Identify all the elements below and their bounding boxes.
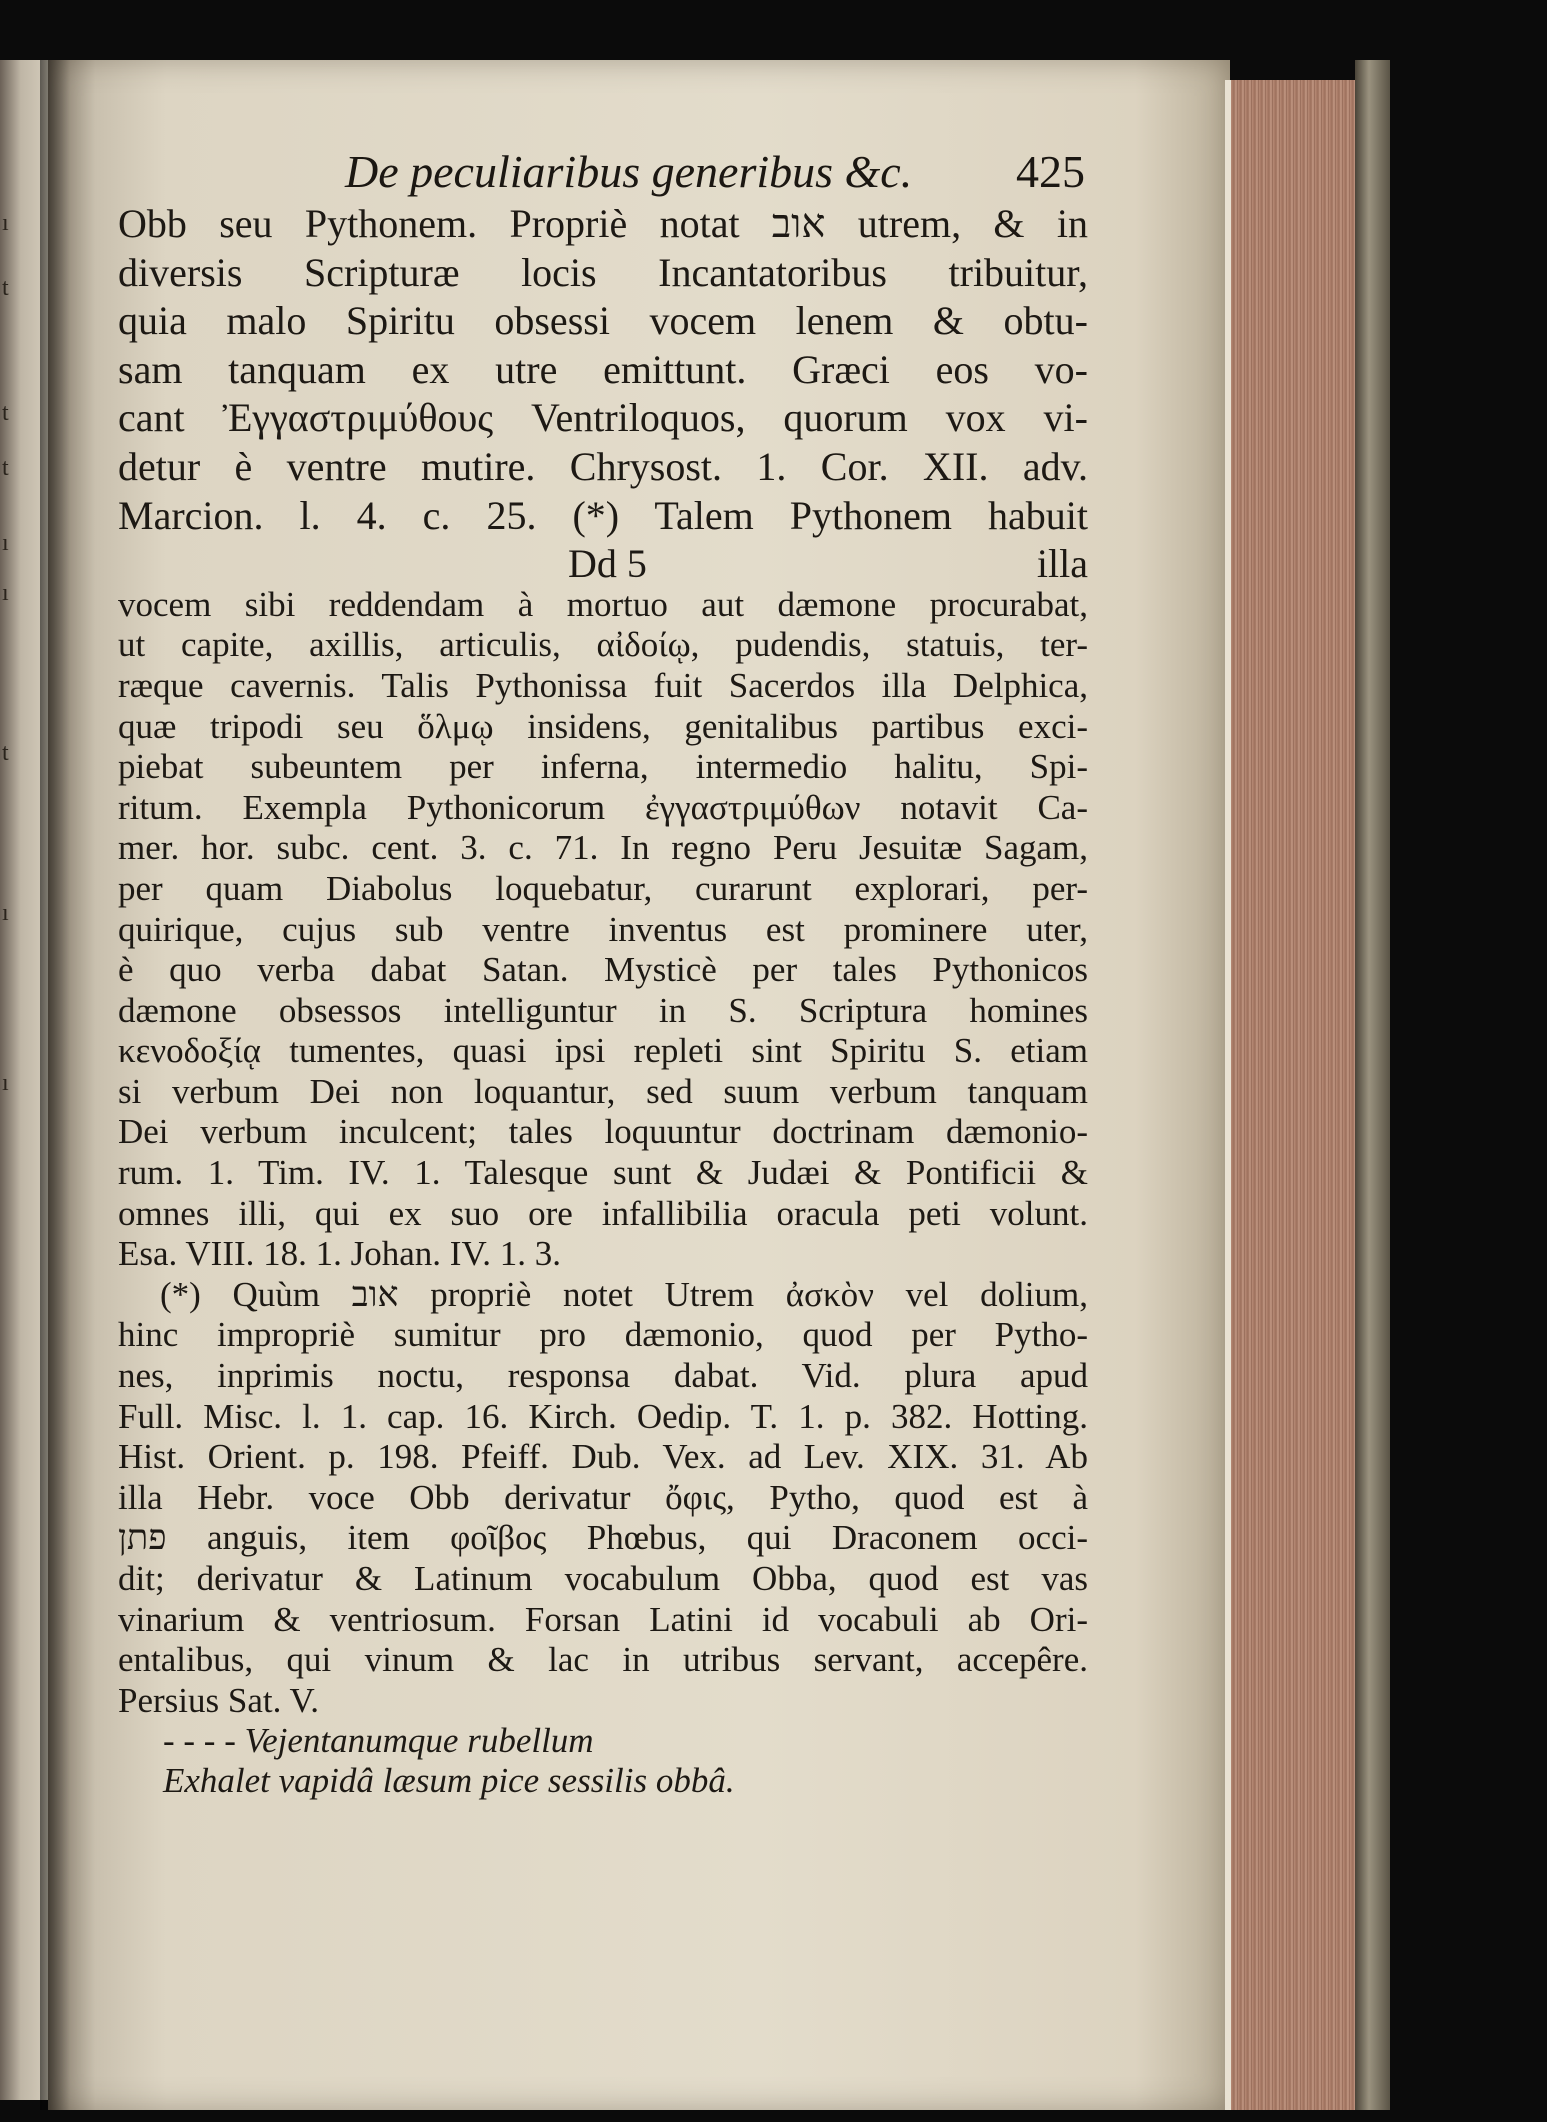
text-line: hinc impropriè sumitur pro dæmonio, quod per Pytho- xyxy=(118,1315,1088,1355)
text-line: dit; derivatur & Latinum vocabulum Obba, quod est vas xyxy=(118,1559,1088,1598)
text-line: cant Ἐγγαστριμύθους Ventriloquos, quorum vox vi- xyxy=(118,395,1088,441)
margin-glyph: ı xyxy=(2,900,9,926)
text-line: vocem sibi reddendam à mortuo aut dæmone procurabat, xyxy=(118,584,1088,624)
text-line: Esa. VIII. 18. 1. Johan. IV. 1. 3. xyxy=(118,1234,561,1274)
catchword: illa xyxy=(1036,541,1088,587)
text-line: piebat subeuntem per inferna, intermedio halitu, Spi- xyxy=(118,747,1088,787)
page-edges xyxy=(1225,80,1361,2110)
text-line: dæmone obsessos intelliguntur in S. Scriptura homines xyxy=(118,990,1088,1030)
text-line: vinarium & ventriosum. Forsan Latini id vocabuli ab Ori- xyxy=(118,1599,1088,1639)
text-line: Marcion. l. 4. c. 25. (*) Talem Pythonem habuit xyxy=(118,492,1088,538)
text-line: omnes illi, qui ex suo ore infallibilia oracula peti volunt. xyxy=(118,1193,1088,1233)
verse-line: - - - - Vejentanumque rubellum xyxy=(163,1721,594,1761)
text-line: per quam Diabolus loquebatur, curarunt explorari, per- xyxy=(118,868,1088,908)
text-line: sam tanquam ex utre emittunt. Græci eos vo- xyxy=(118,346,1088,392)
verse-quotation xyxy=(118,1721,1088,1801)
text-line: Dei verbum inculcent; tales loquuntur doctrinam dæmonio- xyxy=(118,1112,1088,1152)
paragraph-continued xyxy=(118,585,1088,1275)
text-line: quæ tripodi seu ὅλμῳ insidens, genitalibus partibus exci- xyxy=(118,706,1088,746)
margin-glyph: t xyxy=(2,455,9,481)
text-line: quirique, cujus sub ventre inventus est prominere uter, xyxy=(118,909,1088,949)
margin-glyph: ı xyxy=(2,530,9,556)
footnote-paragraph xyxy=(118,1275,1088,1722)
text-line: Hist. Orient. p. 198. Pfeiff. Dub. Vex. ad Lev. XIX. 31. Ab xyxy=(118,1437,1088,1477)
text-line: ut capite, axillis, articulis, αἰδοίῳ, pudendis, statuis, ter- xyxy=(118,625,1088,665)
verse-line: Exhalet vapidâ læsum pice sessilis obbâ. xyxy=(163,1761,735,1801)
text-block xyxy=(118,200,1088,1801)
text-line: diversis Scripturæ locis Incantatoribus tribuitur, xyxy=(118,249,1088,295)
text-line: è quo verba dabat Satan. Mysticè per tales Pythonicos xyxy=(118,950,1088,990)
page-header xyxy=(345,145,1085,205)
margin-glyph: ı xyxy=(2,1070,9,1096)
text-line: Full. Misc. l. 1. cap. 16. Kirch. Oedip. T. 1. p. 382. Hotting. xyxy=(118,1396,1088,1436)
running-head: De peculiaribus generibus &c. xyxy=(345,146,913,197)
signature-mark: Dd 5 xyxy=(568,541,647,587)
margin-glyph: t xyxy=(2,740,9,766)
text-line: entalibus, qui vinum & lac in utribus servant, accepêre. xyxy=(118,1640,1088,1680)
text-line: κενοδοξίᾳ tumentes, quasi ipsi repleti sint Spiritu S. etiam xyxy=(118,1031,1088,1071)
margin-glyph: t xyxy=(2,275,9,301)
text-line: si verbum Dei non loquantur, sed suum verbum tanquam xyxy=(118,1071,1088,1111)
text-line: mer. hor. subc. cent. 3. c. 71. In regno Peru Jesuitæ Sagam, xyxy=(118,828,1088,868)
text-line: rum. 1. Tim. IV. 1. Talesque sunt & Judæi & Pontificii & xyxy=(118,1153,1088,1193)
text-line: detur è ventre mutire. Chrysost. 1. Cor. XII. adv. xyxy=(118,443,1088,489)
text-line: illa Hebr. voce Obb derivatur ὄφις, Pytho, quod est à xyxy=(118,1477,1088,1517)
page-number: 425 xyxy=(1016,146,1085,197)
margin-glyph: t xyxy=(2,400,9,426)
margin-glyph: ı xyxy=(2,580,9,606)
cover-board xyxy=(1355,60,1390,2110)
signature-line xyxy=(118,540,1088,589)
gutter-shadow xyxy=(40,60,70,2110)
text-line: (*) Quùm אוב propriè notet Utrem ἀσκὸν vel dolium, xyxy=(160,1274,1088,1314)
paragraph-main xyxy=(118,200,1088,589)
text-line: ritum. Exempla Pythonicorum ἐγγαστριμύθων notavit Ca- xyxy=(118,787,1088,827)
text-line: פתן anguis, item φοῖβος Phœbus, qui Draconem occi- xyxy=(118,1518,1088,1558)
text-line: Persius Sat. V. xyxy=(118,1680,319,1720)
text-line: Obb seu Pythonem. Propriè notat אוב utrem, & in xyxy=(118,201,1088,246)
text-line: ræque cavernis. Talis Pythonissa fuit Sacerdos illa Delphica, xyxy=(118,665,1088,705)
margin-glyph: ı xyxy=(2,210,9,236)
text-line: quia malo Spiritu obsessi vocem lenem & obtu- xyxy=(118,298,1088,344)
text-line: nes, inprimis noctu, responsa dabat. Vid. plura apud xyxy=(118,1356,1088,1396)
